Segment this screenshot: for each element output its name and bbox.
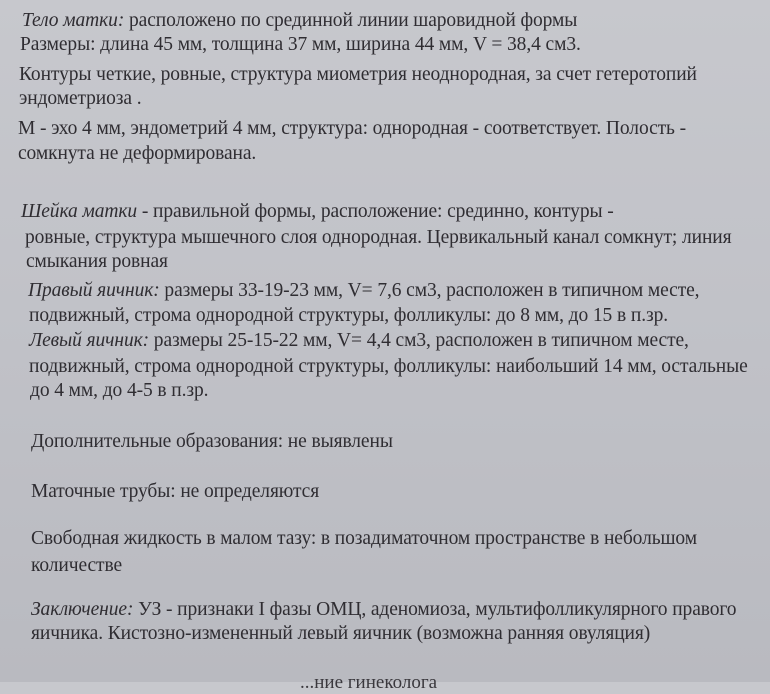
cervix-line-3: смыкания ровная: [26, 251, 168, 272]
fallopian-tubes: Маточные трубы: не определяются: [31, 481, 320, 502]
cervix-label: Шейка матки: [21, 201, 138, 222]
right-ovary-line-1: [28, 280, 699, 302]
free-fluid-line-1: Свободная жидкость в малом тазу: в позадиматочном пространстве в небольшом: [31, 528, 697, 549]
uterus-line-6: сомкнута не деформирована.: [18, 143, 257, 164]
right-ovary-line-2: подвижный, строма однородной структуры, фолликулы: до 8 мм, до 15 в п.зр.: [29, 305, 668, 326]
conclusion-line-2: яичника. Кистозно-измененный левый яичник (возможна ранняя овуляция): [31, 623, 651, 644]
right-ovary-text-1: размеры 33-19-23 мм, V= 7,6 см3, расположен в типичном месте,: [159, 280, 700, 301]
cervix-text-1: - правильной формы, расположение: срединно, контуры -: [137, 201, 614, 222]
conclusion-label: Заключение:: [31, 599, 134, 620]
uterus-line-4: эндометриоза .: [19, 88, 142, 109]
cut-off-text: ...ние гинеколога: [300, 672, 438, 693]
conclusion-line-1: [31, 599, 736, 621]
left-ovary-label: Левый яичник:: [29, 330, 150, 351]
uterus-label: Тело матки:: [22, 10, 125, 31]
uterus-text-1: расположено по срединной линии шаровидной формы: [124, 10, 578, 31]
left-ovary-line-2: подвижный, строма однородной структуры, фолликулы: наибольший 14 мм, остальные: [29, 356, 748, 377]
right-ovary-label: Правый яичник:: [28, 280, 160, 301]
cervix-line-2: ровные, структура мышечного слоя однородная. Цервикальный канал сомкнут; линия: [25, 227, 732, 248]
free-fluid-line-2: количестве: [31, 555, 123, 576]
uterus-line-3: Контуры четкие, ровные, структура миометрия неоднородная, за счет гетеротопий: [19, 64, 697, 85]
uterus-line-5: М - эхо 4 мм, эндометрий 4 мм, структура: однородная - соответствует. Полость -: [18, 118, 687, 139]
additional-formations: Дополнительные образования: не выявлены: [31, 431, 393, 452]
uterus-line-1: [22, 10, 577, 32]
left-ovary-line-3: до 4 мм, до 4-5 в п.зр.: [30, 380, 209, 401]
uterus-line-2: Размеры: длина 45 мм, толщина 37 мм, ширина 44 мм, V = 38,4 см3.: [20, 34, 581, 55]
cervix-line-1: [21, 201, 614, 223]
left-ovary-line-1: [29, 330, 689, 352]
conclusion-text-1: УЗ - признаки I фазы ОМЦ, аденомиоза, мультифолликулярного правого: [133, 599, 737, 620]
left-ovary-text-1: размеры 25-15-22 мм, V= 4,4 см3, расположен в типичном месте,: [149, 330, 689, 351]
